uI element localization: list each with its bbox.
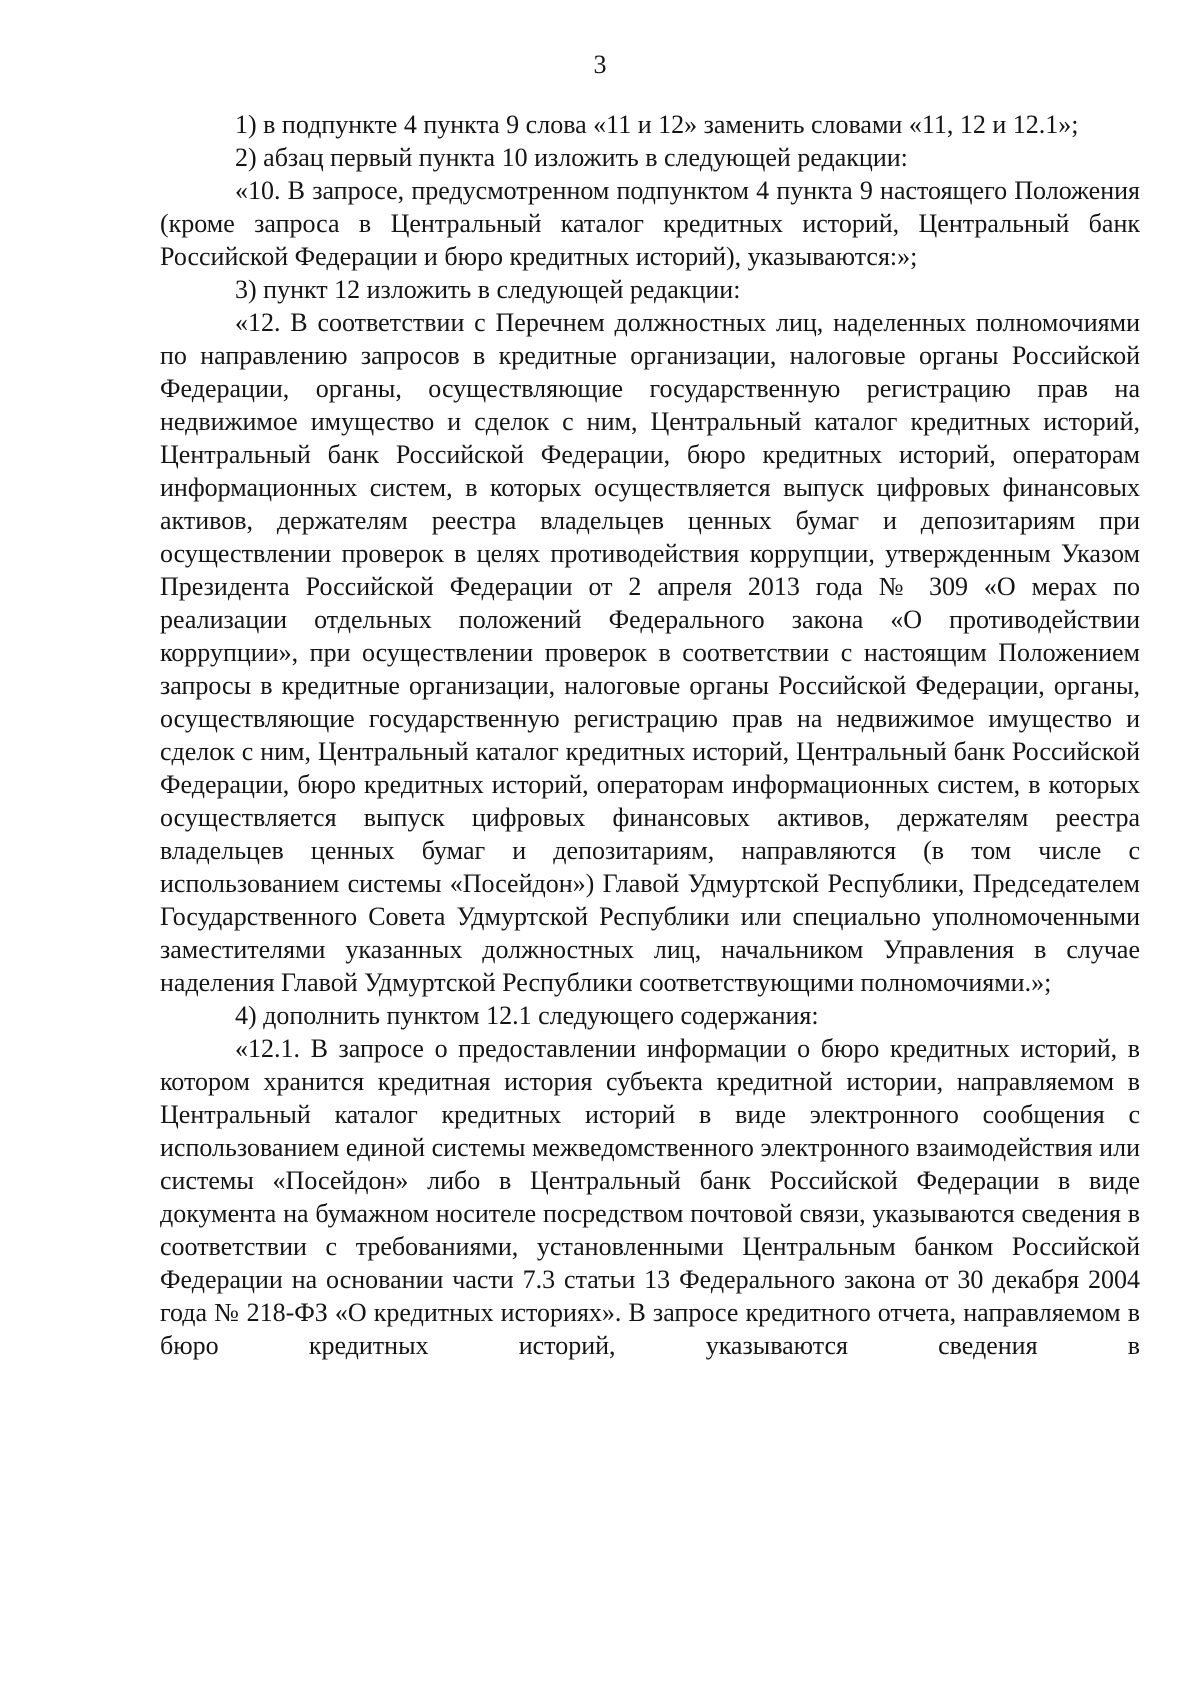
paragraph-item-5: «12. В соответствии с Перечнем должностных лиц, наделенных полномочиями по направлению запросов в кредитные организации, налоговые органы Российской Федерации, органы, осуществляющие государственную регистрацию прав на недвижимое имущество и сделок с ним, Центральный каталог кредитных историй, Центральный банк Российской Федерации, бюро кредитных историй, операторам информационных систем, в которых осуществляется выпуск цифровых финансовых активов, держателям реестра владельцев ценных бумаг и депозитариям при осуществлении проверок в целях противодействия коррупции, утвержденным Указом Президента Российской Федерации от 2 апреля 2013 года № 309 «О мерах по реализации отдельных положений Федерального закона «О противодействии коррупции», при осуществлении проверок в соответствии с настоящим Положением запросы в кредитные организации, налоговые органы Российской Федерации, органы, осуществляющие государственную регистрацию прав на недвижимое имущество и сделок с ним, Центральный каталог кредитных историй, Центральный банк Российской Федерации, бюро кредитных историй, операторам информационных систем, в которых осуществляется выпуск цифровых финансовых активов, держателям реестра владельцев ценных бумаг и депозитариям, направляются (в том числе с использованием системы «Посейдон») Главой Удмуртской Республики, Председателем Государственного Совета Удмуртской Республики или специально уполномоченными заместителями указанных должностных лиц, начальником Управления в случае наделения Главой Удмуртской Республики соответствующими полномочиями.»; [160, 308, 1140, 997]
paragraph-item-1: 1) в подпункте 4 пункта 9 слова «11 и 12» заменить словами «11, 12 и 12.1»; [235, 110, 1079, 139]
page-number: 3 [593, 50, 607, 79]
paragraph-item-2: 2) абзац первый пункта 10 изложить в следующей редакции: [235, 143, 908, 172]
paragraph-item-4: 3) пункт 12 изложить в следующей редакции: [235, 275, 741, 304]
paragraph-item-6: 4) дополнить пунктом 12.1 следующего содержания: [235, 1001, 819, 1030]
paragraph-item-3: «10. В запросе, предусмотренном подпунктом 4 пункта 9 настоящего Положения (кроме запроса в Центральный каталог кредитных историй, Центральный банк Российской Федерации и бюро кредитных историй), указываются:»; [160, 176, 1140, 271]
paragraph-item-7: «12.1. В запросе о предоставлении информации о бюро кредитных историй, в котором хранится кредитная история субъекта кредитной истории, направляемом в Центральный каталог кредитных историй в виде электронного сообщения с использованием единой системы межведомственного электронного взаимодействия или системы «Посейдон» либо в Центральный банк Российской Федерации в виде документа на бумажном носителе посредством почтовой связи, указываются сведения в соответствии с требованиями, установленными Центральным банком Российской Федерации на основании части 7.3 статьи 13 Федерального закона от 30 декабря 2004 года № 218-ФЗ «О кредитных историях». В запросе кредитного отчета, направляемом в бюро кредитных историй, указываются сведения в [160, 1034, 1140, 1360]
document-body [160, 108, 1140, 1362]
